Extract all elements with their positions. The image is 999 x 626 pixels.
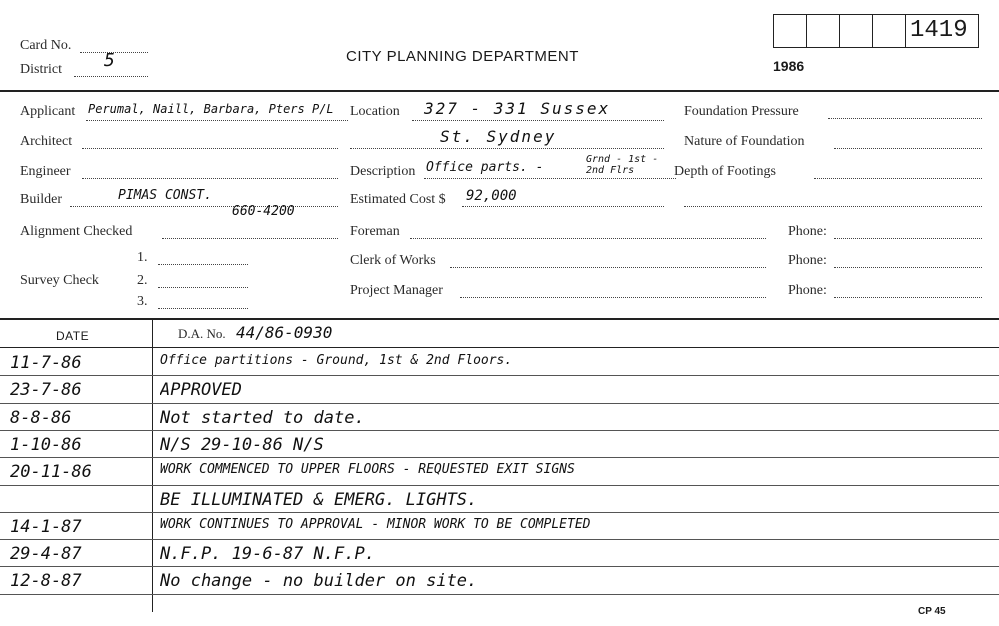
log-entry: N/S 29-10-86 N/S bbox=[160, 434, 324, 455]
district-label: District bbox=[20, 62, 62, 77]
log-entry: BE ILLUMINATED & EMERG. LIGHTS. bbox=[160, 489, 478, 510]
log-entry: Not started to date. bbox=[160, 407, 365, 428]
department-title: CITY PLANNING DEPARTMENT bbox=[346, 48, 579, 65]
foundation-pressure-label: Foundation Pressure bbox=[684, 104, 799, 119]
log-row-line bbox=[0, 430, 999, 431]
log-date: 14-1-87 bbox=[10, 516, 82, 537]
log-top-divider bbox=[0, 318, 999, 320]
card-number: 1419 bbox=[910, 17, 968, 44]
description-label: Description bbox=[350, 164, 416, 179]
survey-1: 1. bbox=[137, 250, 148, 265]
district-line bbox=[74, 76, 148, 77]
description-value-2: Grnd - 1st - 2nd Flrs bbox=[586, 154, 659, 176]
log-row-line bbox=[0, 485, 999, 486]
builder-value: PIMAS CONST. bbox=[118, 188, 212, 203]
log-date: 1-10-86 bbox=[10, 434, 82, 455]
log-date: 23-7-86 bbox=[10, 380, 82, 401]
log-date: 11-7-86 bbox=[10, 353, 82, 373]
log-date: 20-11-86 bbox=[10, 462, 92, 483]
log-row-line bbox=[0, 403, 999, 404]
nature-foundation-line bbox=[834, 148, 982, 149]
log-entry: WORK CONTINUES TO APPROVAL - MINOR WORK TO BE COMPLETED bbox=[160, 516, 591, 532]
location-line bbox=[412, 120, 664, 121]
clerk-phone-line bbox=[834, 267, 982, 268]
log-date: 29-4-87 bbox=[10, 544, 82, 565]
log-entry: WORK COMMENCED TO UPPER FLOORS - REQUESTED EXIT SIGNS bbox=[160, 462, 575, 478]
builder-phone: 660-4200 bbox=[232, 204, 295, 219]
applicant-label: Applicant bbox=[20, 104, 76, 119]
builder-label: Builder bbox=[20, 192, 62, 207]
right-blank-line bbox=[684, 206, 982, 207]
pm-phone-line bbox=[834, 297, 982, 298]
architect-line bbox=[82, 148, 338, 149]
foreman-phone-label: Phone: bbox=[788, 224, 827, 239]
log-entry: APPROVED bbox=[160, 380, 242, 401]
architect-label: Architect bbox=[20, 134, 73, 149]
foundation-pressure-line bbox=[828, 118, 982, 119]
applicant-line bbox=[86, 120, 348, 121]
clerk-label: Clerk of Works bbox=[350, 253, 436, 268]
foreman-label: Foreman bbox=[350, 224, 400, 239]
log-row-line bbox=[0, 375, 999, 376]
survey-2-line bbox=[158, 287, 248, 288]
log-date: 12-8-87 bbox=[10, 571, 82, 592]
date-column-divider bbox=[152, 318, 153, 612]
number-box bbox=[839, 14, 873, 48]
engineer-label: Engineer bbox=[20, 164, 71, 179]
log-row-line bbox=[0, 539, 999, 540]
cost-value: 92,000 bbox=[466, 188, 517, 204]
number-box bbox=[806, 14, 840, 48]
engineer-line bbox=[82, 178, 338, 179]
year: 1986 bbox=[773, 58, 805, 74]
form-code: CP 45 bbox=[918, 606, 946, 617]
foreman-line bbox=[410, 238, 766, 239]
number-box bbox=[872, 14, 906, 48]
depth-footings-line bbox=[814, 178, 982, 179]
builder-line bbox=[70, 206, 338, 207]
alignment-label: Alignment Checked bbox=[20, 224, 133, 239]
applicant-value: Perumal, Naill, Barbara, Pters P/L bbox=[88, 102, 334, 116]
log-header-divider bbox=[0, 347, 999, 348]
log-entry: N.F.P. 19-6-87 N.F.P. bbox=[160, 544, 375, 565]
description-line bbox=[424, 178, 676, 179]
location-value: 327 - 331 Sussex bbox=[424, 99, 611, 118]
pm-line bbox=[460, 297, 766, 298]
survey-label: Survey Check bbox=[20, 273, 99, 288]
alignment-line bbox=[162, 238, 338, 239]
survey-3: 3. bbox=[137, 294, 148, 309]
da-value: 44/86-0930 bbox=[236, 323, 333, 342]
date-header: DATE bbox=[56, 329, 90, 343]
log-row-line bbox=[0, 457, 999, 458]
pm-label: Project Manager bbox=[350, 283, 443, 298]
location-value-2: St. Sydney bbox=[440, 127, 557, 146]
number-box bbox=[773, 14, 807, 48]
survey-3-line bbox=[158, 308, 248, 309]
location-label: Location bbox=[350, 104, 400, 119]
log-row-line bbox=[0, 512, 999, 513]
header-divider bbox=[0, 90, 999, 92]
cost-label: Estimated Cost $ bbox=[350, 192, 446, 207]
foreman-phone-line bbox=[834, 238, 982, 239]
description-value: Office parts. - bbox=[426, 160, 544, 175]
da-label: D.A. No. bbox=[178, 326, 226, 341]
depth-footings-label: Depth of Footings bbox=[674, 164, 776, 179]
cost-line bbox=[462, 206, 664, 207]
district-value: 5 bbox=[104, 50, 115, 71]
clerk-phone-label: Phone: bbox=[788, 253, 827, 268]
log-date: 8-8-86 bbox=[10, 407, 72, 428]
survey-2: 2. bbox=[137, 273, 148, 288]
log-row-line bbox=[0, 594, 999, 595]
card-no-label: Card No. bbox=[20, 38, 72, 53]
nature-foundation-label: Nature of Foundation bbox=[684, 134, 805, 149]
log-entry: Office partitions - Ground, 1st & 2nd Floors. bbox=[160, 353, 513, 368]
location-line-2 bbox=[350, 148, 664, 149]
clerk-line bbox=[450, 267, 766, 268]
pm-phone-label: Phone: bbox=[788, 283, 827, 298]
log-row-line bbox=[0, 566, 999, 567]
survey-1-line bbox=[158, 264, 248, 265]
log-entry: No change - no builder on site. bbox=[160, 571, 478, 592]
